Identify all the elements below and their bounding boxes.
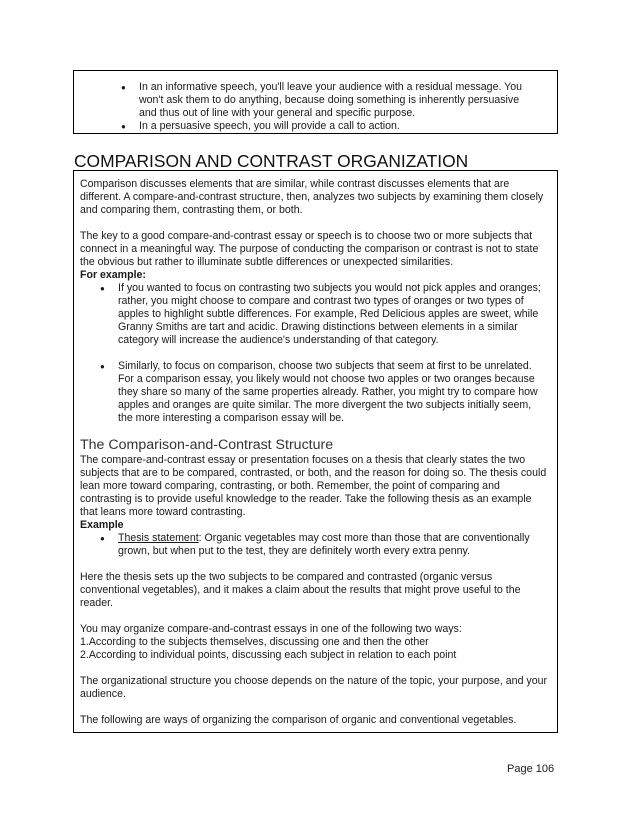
way-item: 2.According to individual points, discussing each subject in relation to each point <box>80 649 457 661</box>
thesis-text: : Organic vegetables may cost more than those that are conventionally grown, but when put to the test, they are definitely worth every extra penny. <box>118 532 530 557</box>
list-item: ● If you wanted to focus on contrasting two subjects you would not pick apples and oranges; rather, you might choose to compare and contrast two types of oranges or two types of apples to highlight subtle differences. For example, Red Delicious apples are sweet, while Granny Smiths are tart and acidic. Drawing distinctions between elements in a similar category will increase the audience's understanding of that category. <box>118 282 548 347</box>
page-number: Page 106 <box>507 763 555 775</box>
ways-intro: You may organize compare-and-contrast essays in one of the following two ways: <box>80 623 462 635</box>
thesis-explanation: Here the thesis sets up the two subjects to be compared and contrasted (organic versus conventional vegetables), and it makes a claim about the results that might prove useful to the reader. <box>80 571 521 609</box>
way-item: 1.According to the subjects themselves, discussing one and then the other <box>80 636 429 648</box>
main-content-box <box>73 170 558 733</box>
section-title: COMPARISON AND CONTRAST ORGANIZATION <box>74 151 469 171</box>
thesis-statement <box>118 532 548 558</box>
for-example-label: For example: <box>80 269 146 281</box>
list-item: ● In a persuasive speech, you will provide a call to action. <box>139 120 539 133</box>
structure-paragraph: The compare-and-contrast essay or presentation focuses on a thesis that clearly states the two subjects that are to be compared, contrasted, or both, and the reason for doing so. The thesis could lean more toward comparing, contrasting, or both. Remember, the point of comparing and contrasting is to provide useful knowledge to the reader. Take the following thesis as an example that leans more toward contrasting. <box>80 454 547 518</box>
key-paragraph: The key to a good compare-and-contrast essay or speech is to choose two or more subjects that connect in a meaningful way. The purpose of conducting the comparison or contrast is not to state the obvious but rather to illuminate subtle differences or unexpected similarities. <box>80 230 539 268</box>
list-item: ● In an informative speech, you'll leave your audience with a residual message. You won't ask them to do anything, because doing something is inherently persuasive and thus out of line with your general and specific purpose. <box>139 81 539 120</box>
subheading: The Comparison-and-Contrast Structure <box>80 437 334 453</box>
list-item: ● Similarly, to focus on comparison, choose two subjects that seem at first to be unrelated. For a comparison essay, you likely would not choose two apples or two oranges because they share so many of the same properties already. Rather, you might try to compare how apples and oranges are quite similar. The more divergent the two subjects initially seem, the more interesting a comparison essay will be. <box>118 360 548 425</box>
thesis-label: Thesis statement <box>118 532 199 544</box>
top-summary-box <box>73 70 558 134</box>
structure-choice-paragraph: The organizational structure you choose depends on the nature of the topic, your purpose, and your audience. <box>80 675 548 700</box>
intro-paragraph: Comparison discusses elements that are similar, while contrast discusses elements that are different. A compare-and-contrast structure, then, analyzes two subjects by examining them closely and comparing them, contrasting them, or both. <box>80 178 544 216</box>
example-label: Example <box>80 519 124 531</box>
closing-paragraph: The following are ways of organizing the comparison of organic and conventional vegetables. <box>80 714 517 726</box>
